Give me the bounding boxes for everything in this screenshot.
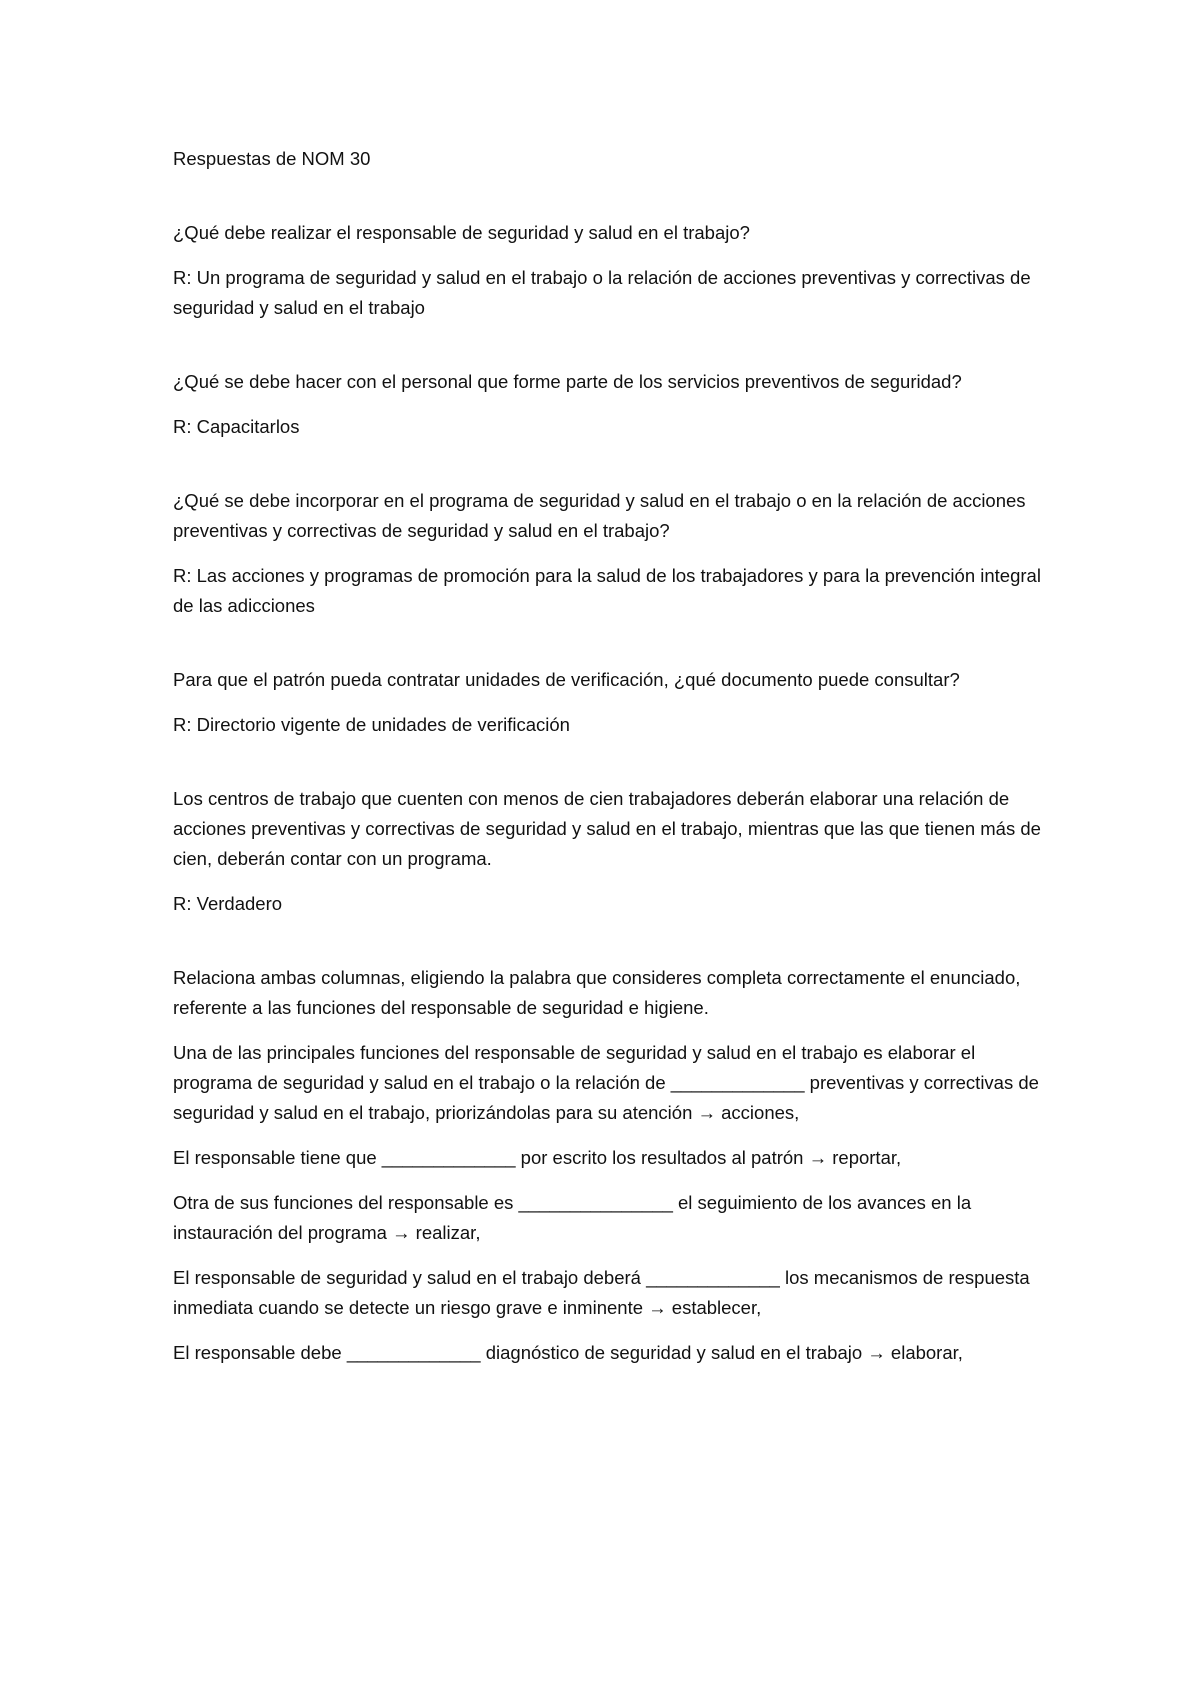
question-4: Para que el patrón pueda contratar unidades de verificación, ¿qué documento puede consultar?	[173, 669, 960, 690]
answer-5: R: Verdadero	[173, 893, 283, 914]
matching-exercise	[173, 963, 1053, 1368]
answer-4: R: Directorio vigente de unidades de verificación	[173, 714, 570, 735]
matching-item-4: El responsable de seguridad y salud en el trabajo deberá _____________ los mecanismos de respuesta inmediata cuando se detecte un riesgo grave e inminente → establecer,	[173, 1267, 1030, 1318]
qa-block-4	[173, 665, 1053, 740]
question-1: ¿Qué debe realizar el responsable de seguridad y salud en el trabajo?	[173, 222, 750, 243]
matching-item-2: El responsable tiene que _____________ por escrito los resultados al patrón → reportar,	[173, 1147, 902, 1168]
answer-2: R: Capacitarlos	[173, 416, 300, 437]
question-3: ¿Qué se debe incorporar en el programa de seguridad y salud en el trabajo o en la relación de acciones preventivas y correctivas de seguridad y salud en el trabajo?	[173, 490, 1026, 541]
qa-block-3	[173, 486, 1053, 621]
document-title: Respuestas de NOM 30	[173, 148, 371, 169]
matching-instruction: Relaciona ambas columnas, eligiendo la palabra que consideres completa correctamente el enunciado, referente a las funciones del responsable de seguridad e higiene.	[173, 967, 1021, 1018]
question-2: ¿Qué se debe hacer con el personal que forme parte de los servicios preventivos de seguridad?	[173, 371, 962, 392]
qa-block-5	[173, 784, 1053, 919]
document-body	[173, 144, 1053, 1383]
question-5: Los centros de trabajo que cuenten con menos de cien trabajadores deberán elaborar una relación de acciones preventivas y correctivas de seguridad y salud en el trabajo, mientras que las que tienen más de cien, deberán contar con un programa.	[173, 788, 1041, 869]
qa-block-1	[173, 218, 1053, 323]
matching-item-1: Una de las principales funciones del responsable de seguridad y salud en el trabajo es elaborar el programa de seguridad y salud en el trabajo o la relación de _____________ preventivas y correctivas de seguridad y salud en el trabajo, priorizándolas para su atención → acciones,	[173, 1042, 1039, 1123]
qa-block-2	[173, 367, 1053, 442]
answer-1: R: Un programa de seguridad y salud en el trabajo o la relación de acciones preventivas y correctivas de seguridad y salud en el trabajo	[173, 267, 1031, 318]
matching-item-5: El responsable debe _____________ diagnóstico de seguridad y salud en el trabajo → elaborar,	[173, 1342, 963, 1363]
matching-item-3: Otra de sus funciones del responsable es _______________ el seguimiento de los avances en la instauración del programa → realizar,	[173, 1192, 972, 1243]
answer-3: R: Las acciones y programas de promoción para la salud de los trabajadores y para la prevención integral de las adicciones	[173, 565, 1041, 616]
